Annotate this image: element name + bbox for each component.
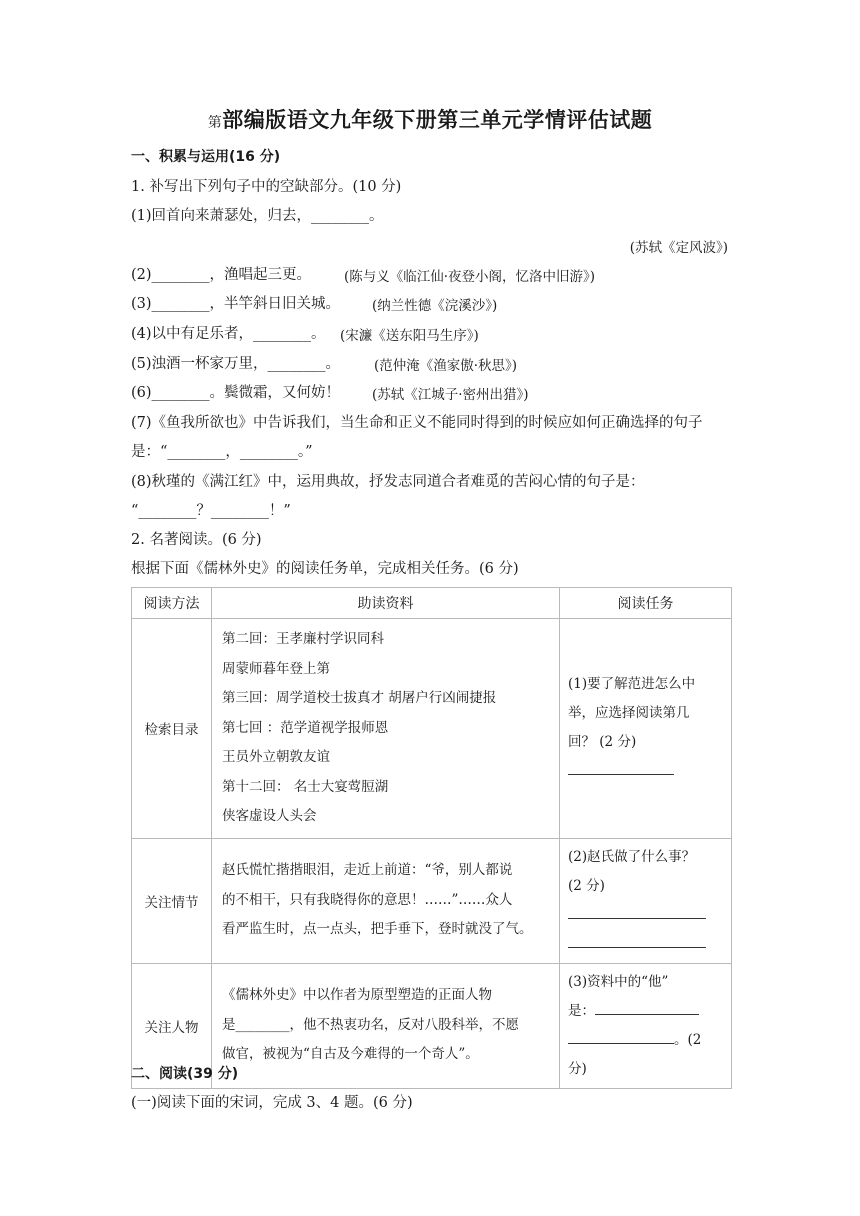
- answer-blank-2[interactable]: [568, 902, 706, 919]
- row2-material-line: 看严监生时，点一点头，把手垂下，登时就没了气。: [222, 921, 533, 938]
- q1-item3-source: (纳兰性德《浣溪沙》): [372, 298, 498, 314]
- q1-item8-line1: (8)秋瑾的《满江红》中，运用典故，抒发志同道合者难觅的苦闷心情的句子是：: [131, 474, 645, 490]
- row2-task-line: (2 分): [568, 877, 605, 894]
- q1-item4: (4)以中有足乐者，________。: [131, 326, 326, 342]
- answer-blank-1[interactable]: [568, 758, 674, 775]
- row2-task-line: (2)赵氏做了什么事？: [568, 848, 696, 865]
- table-row: [132, 838, 732, 963]
- row2-method: 关注情节: [132, 838, 212, 963]
- q1-item7-line1: (7)《鱼我所欲也》中告诉我们，当生命和正义不能同时得到的时候应如何正确选择的句子: [131, 415, 703, 431]
- row3-material-line: 是________，他不热衷功名，反对八股科举，不愿: [222, 1016, 519, 1033]
- page-title: [0, 104, 860, 134]
- row1-method: 检索目录: [132, 619, 212, 839]
- row3-task-line: (3)资料中的“他”: [568, 973, 669, 990]
- row1-task-line: (1)要了解范进怎么中: [568, 676, 696, 693]
- q1-stem: 1. 补写出下列句子中的空缺部分。(10 分): [131, 179, 402, 195]
- row1-material-line: 第七回 ：范学道视学报师恩: [222, 719, 389, 736]
- q1-item8-line2: “________？________！”: [131, 503, 291, 519]
- row3-method: 关注人物: [132, 963, 212, 1088]
- row1-material: [212, 619, 560, 839]
- row1-task-line: 举，应选择阅读第几: [568, 705, 690, 722]
- row3-material: [212, 963, 560, 1088]
- q1-item2: (2)________，渔唱起三更。: [131, 267, 312, 283]
- q1-item7-line2: 是：“________，________。”: [131, 444, 313, 460]
- header-task: 阅读任务: [560, 588, 732, 619]
- row1-material-line: 王员外立朝敦友谊: [222, 749, 330, 765]
- row1-material-line: 第二回：王孝廉村学识同科: [222, 631, 384, 647]
- row1-material-line: 侠客虚设人头会: [222, 808, 317, 824]
- row1-material-line: 周蒙师暮年登上第: [222, 660, 330, 677]
- row2-material-line: 的不相干，只有我晓得你的意思！……”……众人: [222, 891, 513, 908]
- row1-task-line: 回？ (2 分): [568, 734, 637, 751]
- answer-blank-3[interactable]: [568, 931, 706, 948]
- q1-item4-source: (宋濂《送东阳马生序》): [340, 328, 479, 344]
- q1-item6-source: (苏轼《江城子·密州出猎》): [372, 387, 529, 403]
- q1-item1: (1)回首向来萧瑟处，归去，________。: [131, 208, 384, 224]
- row2-material-line: 赵氏慌忙揩揩眼泪，走近上前道：“爷，别人都说: [222, 862, 513, 879]
- q2-stem: 2. 名著阅读。(6 分): [131, 532, 262, 548]
- title-main: 部编版语文九年级下册第三单元学情评估试题: [222, 108, 653, 132]
- section1-heading: 一、积累与运用(16 分): [131, 149, 281, 165]
- q2-intro: 根据下面《儒林外史》的阅读任务单，完成相关任务。(6 分): [131, 561, 519, 577]
- section2-heading: 二、阅读(39 分): [131, 1066, 239, 1082]
- row1-material-line: 第三回：周学道校士拔真才 胡屠户行凶闹捷报: [222, 690, 497, 706]
- row3-task-line: 分): [568, 1060, 587, 1077]
- table-header-row: [132, 588, 732, 619]
- answer-blank-5[interactable]: [568, 1027, 674, 1044]
- q1-item1-source: (苏轼《定风波》): [629, 240, 728, 256]
- title-prefix: 第: [207, 115, 223, 131]
- q1-item5-source: (范仲淹《渔家傲·秋思》): [374, 358, 518, 374]
- row1-material-line: 第十二回： 名士大宴莺脰湖: [222, 778, 389, 795]
- row2-task: [560, 838, 732, 963]
- reading-task-table: [131, 587, 732, 1089]
- row1-task: [560, 619, 732, 839]
- q1-item2-source: (陈与义《临江仙·夜登小阁，忆洛中旧游》): [344, 269, 596, 285]
- row3-task-line: 。(2: [674, 1031, 702, 1048]
- header-method: 阅读方法: [132, 588, 212, 619]
- header-material: 助读资料: [212, 588, 560, 619]
- answer-blank-4[interactable]: [595, 998, 699, 1015]
- row2-material: [212, 838, 560, 963]
- q1-item3: (3)________，半竿斜日旧关城。: [131, 296, 341, 312]
- row3-task-line: 是：: [568, 1002, 595, 1019]
- row3-material-line: 做官，被视为“自古及今难得的一个奇人”。: [222, 1046, 479, 1063]
- q1-item5: (5)浊酒一杯家万里，________。: [131, 356, 341, 372]
- part1-intro: (一)阅读下面的宋词，完成 3、4 题。(6 分): [131, 1095, 413, 1111]
- table-row: [132, 619, 732, 839]
- row3-material-line: 《儒林外史》中以作者为原型塑造的正面人物: [222, 987, 492, 1004]
- q1-item6: (6)________。鬓微霜，又何妨！: [131, 385, 341, 401]
- row3-task: [560, 963, 732, 1088]
